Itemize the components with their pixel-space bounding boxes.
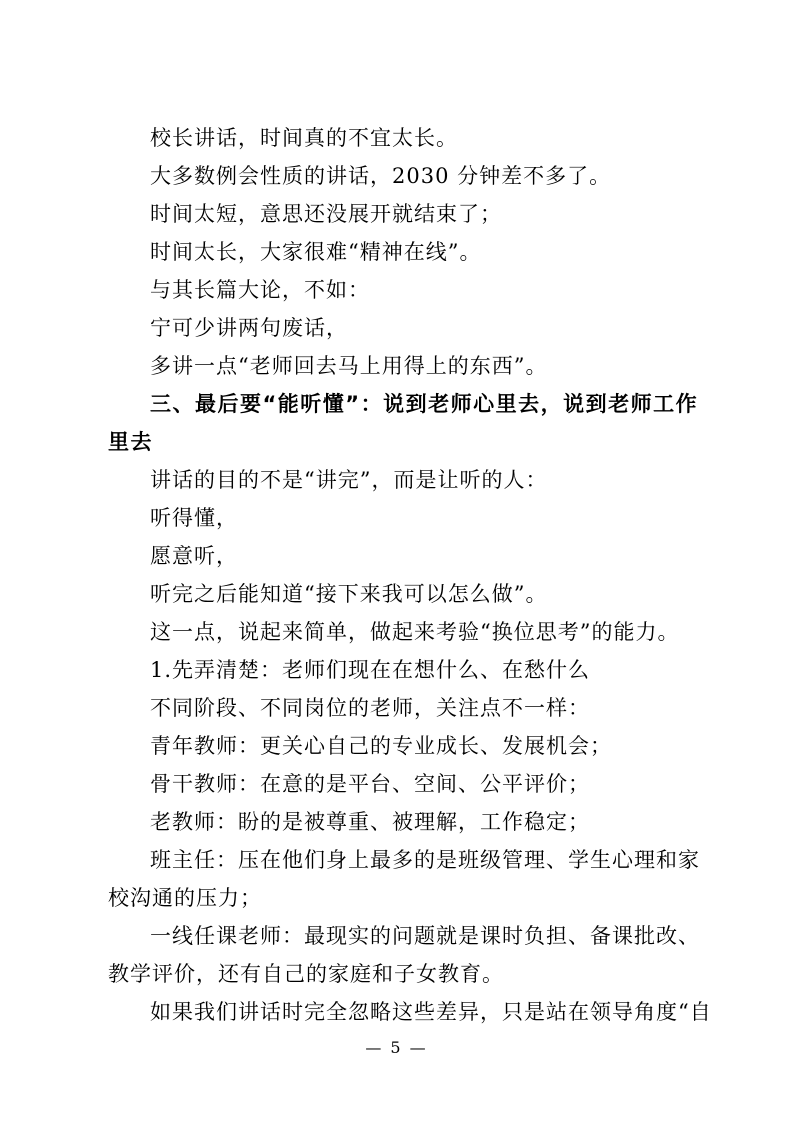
text-line: 骨干教师：在意的是平台、空间、公平评价； <box>150 772 590 796</box>
text-line: 时间太短，意思还没展开就结束了； <box>150 202 502 226</box>
page-number: — 5 — <box>365 1038 428 1057</box>
text-line: 班主任：压在他们身上最多的是班级管理、学生心理和家 <box>150 848 700 872</box>
text-line: 宁可少讲两句废话， <box>150 316 348 340</box>
text-line: 愿意听， <box>150 544 238 568</box>
text-line: 听完之后能知道“接下来我可以怎么做”。 <box>150 582 548 606</box>
text-line: 讲话的目的不是“讲完”，而是让听的人： <box>150 468 548 492</box>
text-line-continued: 教学评价，还有自己的家庭和子女教育。 <box>108 962 504 986</box>
text-line: 时间太长，大家很难“精神在线”。 <box>150 240 482 264</box>
text-line: 校长讲话，时间真的不宜太长。 <box>150 126 458 150</box>
text-line: 多讲一点“老师回去马上用得上的东西”。 <box>150 354 548 378</box>
text-line-continued: 校沟通的压力； <box>108 886 262 910</box>
subheading-line: 1.先弄清楚：老师们现在在想什么、在愁什么 <box>150 658 591 682</box>
text-line: 与其长篇大论，不如： <box>150 278 370 302</box>
text-line: 听得懂， <box>150 506 238 530</box>
text-line: 一线任课老师：最现实的问题就是课时负担、备课批改、 <box>150 924 700 948</box>
text-line: 这一点，说起来简单，做起来考验“换位思考”的能力。 <box>150 620 680 644</box>
text-line: 老教师：盼的是被尊重、被理解，工作稳定； <box>150 810 590 834</box>
text-line: 青年教师：更关心自己的专业成长、发展机会； <box>150 734 612 758</box>
section-heading-continued: 里去 <box>108 430 153 454</box>
text-line: 如果我们讲话时完全忽略这些差异，只是站在领导角度“自 <box>150 1000 712 1024</box>
section-heading: 三、最后要“能听懂”：说到老师心里去，说到老师工作 <box>150 392 699 416</box>
text-line: 不同阶段、不同岗位的老师，关注点不一样： <box>150 696 590 720</box>
text-line: 大多数例会性质的讲话，2030 分钟差不多了。 <box>150 164 612 188</box>
